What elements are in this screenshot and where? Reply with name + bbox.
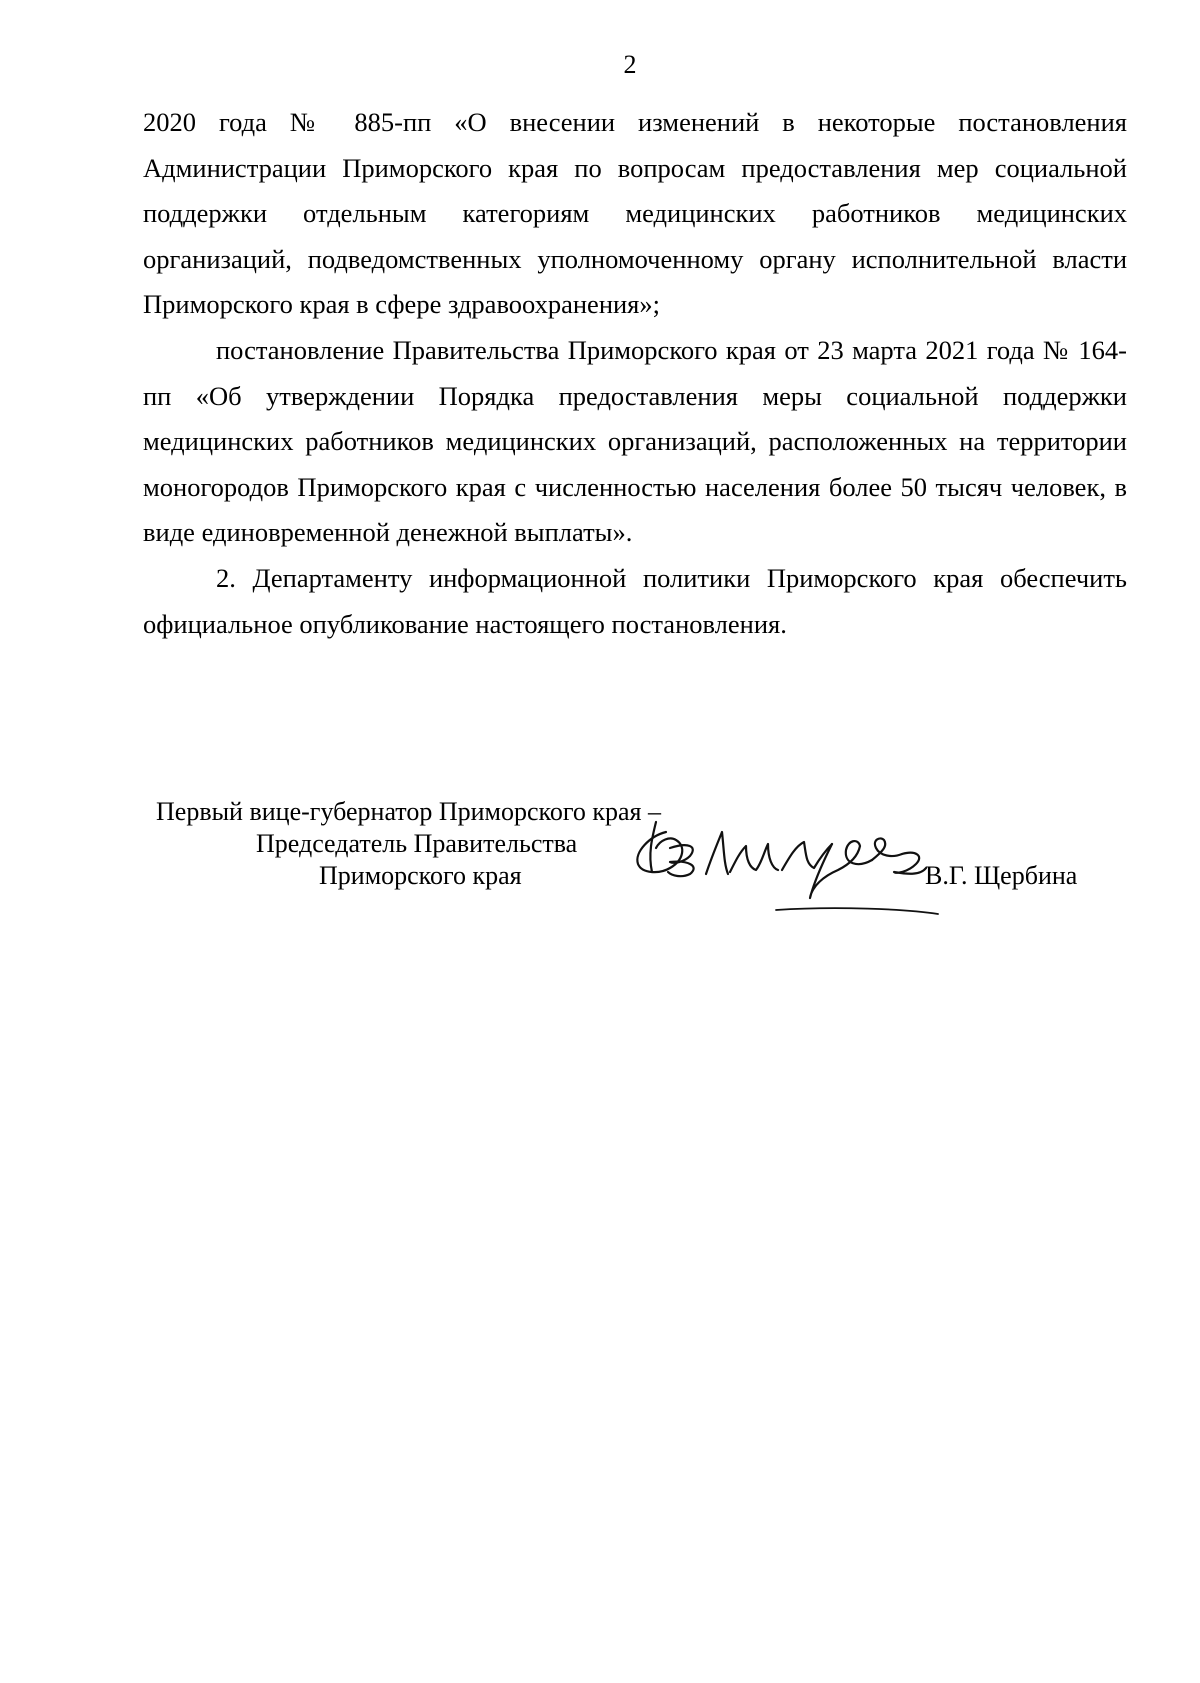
signer-name: В.Г. Щербина (925, 861, 1078, 890)
document-body (143, 100, 1127, 647)
paragraph-continuation: 2020 года № 885-пп «О внесении изменений в некоторые постановления Администрации Приморского края по вопросам предоставления мер социальной поддержки отдельным категориям медицинских работников медицинских организаций, подведомственных уполномоченному органу исполнительной власти Приморского края в сфере здравоохранения»; (143, 107, 1127, 320)
signer-position-line-3: Приморского края (319, 861, 522, 890)
page-number: 2 (623, 50, 637, 79)
paragraph-publication-order: 2. Департаменту информационной политики Приморского края обеспечить официальное опубликование настоящего постановления. (143, 562, 1127, 639)
signer-position-line-2: Председатель Правительства (256, 829, 578, 858)
signature-block (0, 796, 1200, 936)
paragraph-resolution-reference: постановление Правительства Приморского края от 23 марта 2021 года № 164-пп «Об утверждении Порядка предоставления меры социальной поддержки медицинских работников медицинских организаций, расположенных на территории моногородов Приморского края с численностью населения более 50 тысяч человек, в виде единовременной денежной выплаты». (143, 334, 1127, 548)
signer-position-line-1: Первый вице-губернатор Приморского края – (156, 797, 661, 826)
